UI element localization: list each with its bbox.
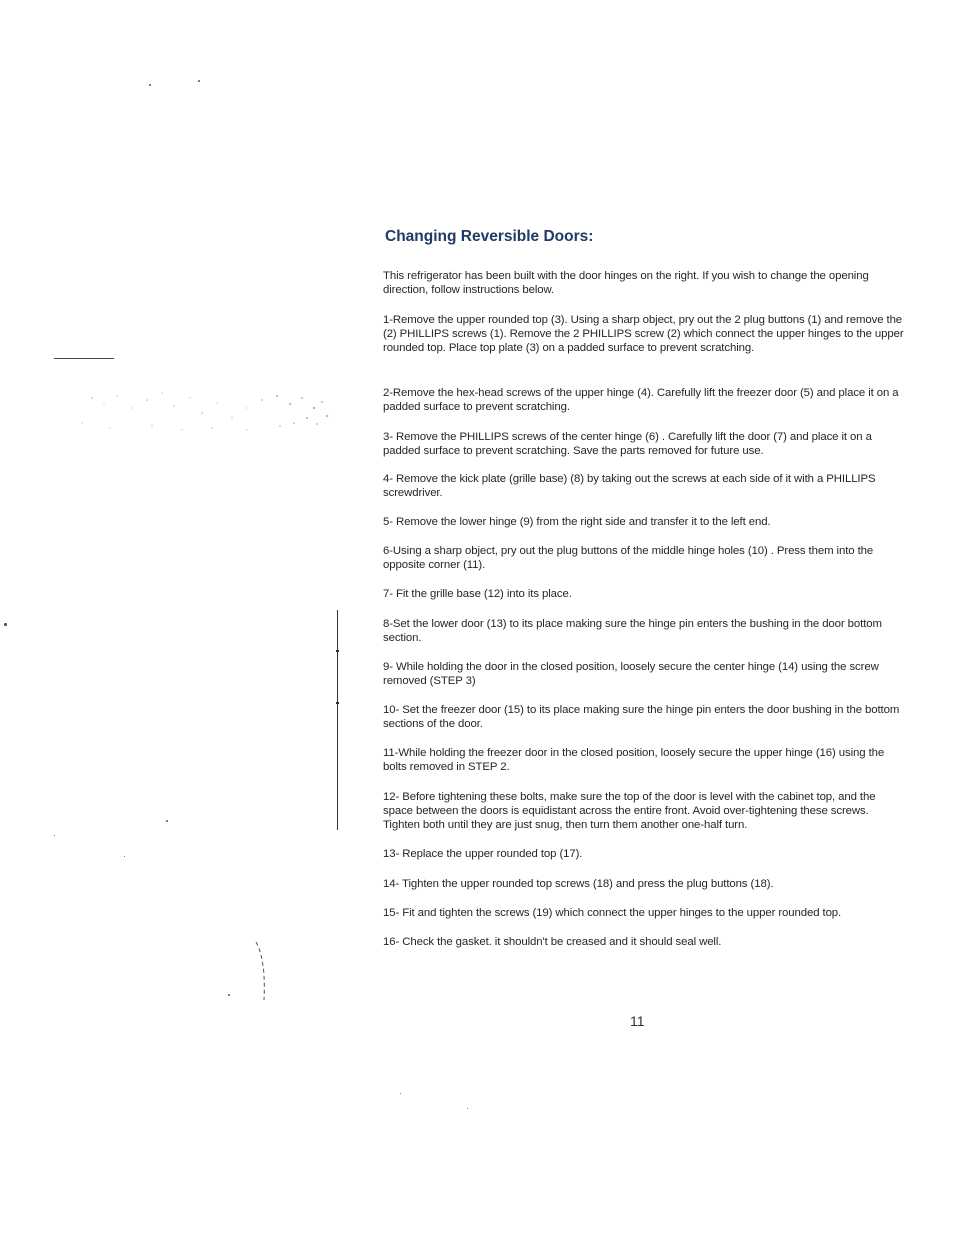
scan-speck bbox=[149, 84, 151, 86]
step-11: 11-While holding the freezer door in the closed position, loosely secure the upper hinge (16) using the bolts removed in STEP 2. bbox=[383, 747, 885, 773]
scan-curve bbox=[254, 940, 274, 1005]
step-4: 4- Remove the kick plate (grille base) (8) by taking out the screws at each side of it with a PHILLIPS screwdriver. bbox=[383, 473, 876, 499]
scan-speck bbox=[54, 835, 55, 836]
step-16: 16- Check the gasket. it shouldn't be creased and it should seal well. bbox=[383, 936, 722, 948]
step-2: 2-Remove the hex-head screws of the upper hinge (4). Carefully lift the freezer door (5) and place it on a padded surface to prevent scratching. bbox=[383, 387, 899, 413]
intro-paragraph: This refrigerator has been built with the door hinges on the right. If you wish to change the opening direction, follow instructions below. bbox=[383, 270, 869, 296]
scan-speck bbox=[166, 820, 168, 822]
step-9: 9- While holding the door in the closed position, loosely secure the center hinge (14) using the screw removed (STEP 3) bbox=[383, 661, 879, 687]
step-14: 14- Tighten the upper rounded top screws (18) and press the plug buttons (18). bbox=[383, 878, 774, 890]
page-number: 11 bbox=[630, 1013, 645, 1029]
scan-speck bbox=[228, 994, 230, 996]
scan-tick bbox=[336, 702, 339, 704]
step-1: 1-Remove the upper rounded top (3). Using a sharp object, pry out the 2 plug buttons (1) and remove the (2) PHILLIPS screws (1). Remove the 2 PHILLIPS screw (2) which connect the upper hinges to the upper rounded top. Place top plate (3) on a padded surface to prevent scratching. bbox=[383, 314, 904, 354]
step-12: 12- Before tightening these bolts, make sure the top of the door is level with the cabinet top, and the space between the doors is equidistant across the entire front. Avoid over-tightening these screws. Tighten both until they are just snug, then turn them another one-half turn. bbox=[383, 791, 876, 831]
scan-vertical-line bbox=[337, 610, 338, 830]
step-5: 5- Remove the lower hinge (9) from the right side and transfer it to the left end. bbox=[383, 516, 771, 528]
step-7: 7- Fit the grille base (12) into its place. bbox=[383, 588, 572, 600]
step-6: 6-Using a sharp object, pry out the plug buttons of the middle hinge holes (10) . Press them into the opposite corner (11). bbox=[383, 545, 874, 571]
step-13: 13- Replace the upper rounded top (17). bbox=[383, 848, 583, 860]
step-10: 10- Set the freezer door (15) to its place making sure the hinge pin enters the door bushing in the bottom sections of the door. bbox=[383, 704, 900, 730]
step-8: 8-Set the lower door (13) to its place making sure the hinge pin enters the bushing in the door bottom section. bbox=[383, 618, 882, 644]
step-3: 3- Remove the PHILLIPS screws of the center hinge (6) . Carefully lift the door (7) and place it on a padded surface to prevent scratching. Save the parts removed for future use. bbox=[383, 431, 872, 457]
scan-speck bbox=[124, 856, 125, 857]
scan-speck bbox=[198, 80, 200, 82]
page-title: Changing Reversible Doors: bbox=[385, 228, 594, 245]
scan-speck bbox=[467, 1108, 468, 1109]
scan-speck bbox=[4, 623, 7, 626]
scan-dash bbox=[54, 358, 114, 359]
scan-smudge bbox=[62, 378, 337, 440]
scan-tick bbox=[336, 650, 339, 652]
step-15: 15- Fit and tighten the screws (19) which connect the upper hinges to the upper rounded top. bbox=[383, 907, 842, 919]
scan-speck bbox=[400, 1093, 401, 1094]
